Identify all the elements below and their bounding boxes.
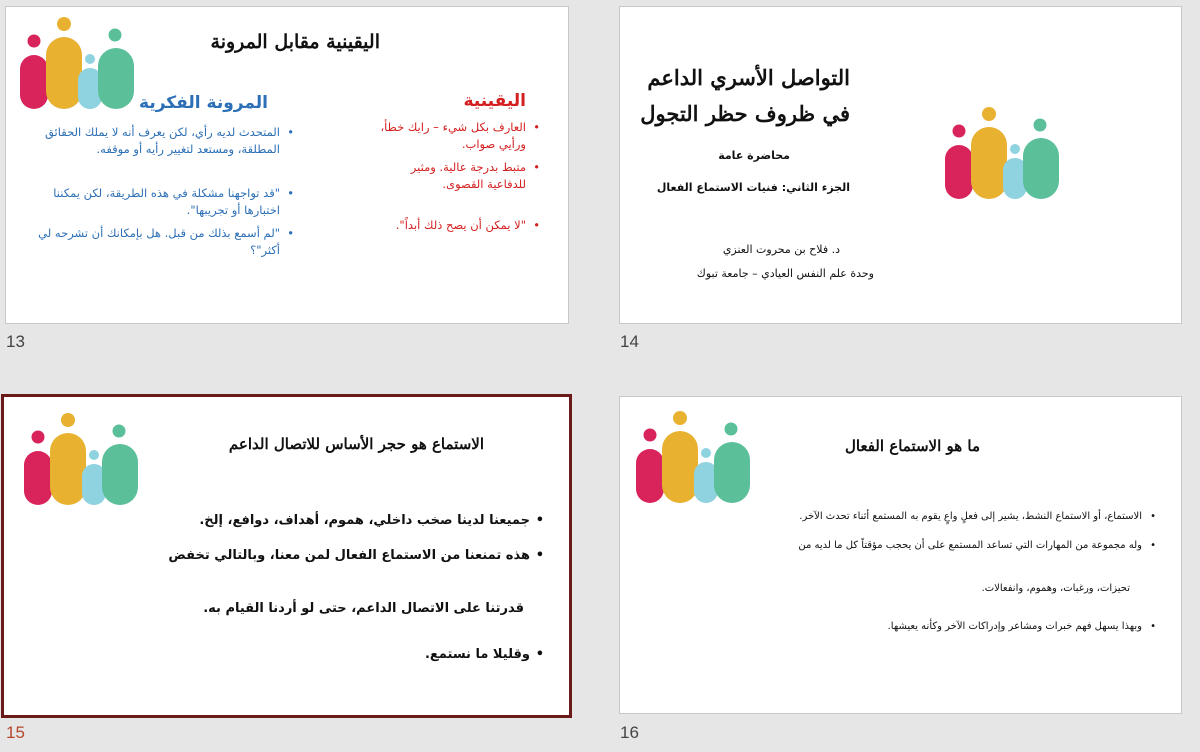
slide-14-author: د. فلاح بن محروت العنزي xyxy=(722,243,840,256)
slide-13-left-heading: المرونة الفكرية xyxy=(139,93,268,113)
slide-15-title: الاستماع هو حجر الأساس للاتصال الداعم xyxy=(228,435,484,453)
bullet-item: • الاستماع، أو الاستماع النشط، يشير إلى فعلٍ واعٍ يقوم به المستمع أثناء تحدث الآخر. xyxy=(660,511,1142,522)
slide-13-right-heading: اليقينية xyxy=(463,91,526,111)
slide-number-15: 15 xyxy=(6,723,25,742)
slide-thumbnail-13[interactable] xyxy=(5,6,569,324)
slide-14-subtitle: محاضرة عامة xyxy=(718,149,790,162)
slide-13-right-bullets xyxy=(376,119,542,234)
bullet-item: • العارف بكل شيء – رايك خطأ، ورأيي صواب. xyxy=(376,119,526,153)
bullet-item: • جميعنا لدينا صخب داخلي، هموم، أهداف، دوافع، إلخ. xyxy=(74,513,530,528)
bullet-item: • وقليلا ما نستمع. xyxy=(244,647,530,662)
family-logo-icon xyxy=(22,411,146,507)
bullet-item: • المتحدث لديه رأي، لكن يعرف أنه لا يملك الحقائق المطلقة، ومستعد لتغيير رأيه أو موقفه. xyxy=(36,124,280,158)
slide-14-affiliation: وحدة علم النفس العيادي – جامعة تبوك xyxy=(696,267,874,280)
slide-number-13: 13 xyxy=(6,332,25,351)
slide-number-14: 14 xyxy=(620,332,639,351)
bullet-item: • هذه تمنعنا من الاستماع الفعال لمن معنا، وبالتالي تخفض xyxy=(74,548,530,563)
slide-thumbnail-15[interactable] xyxy=(1,394,572,718)
slide-15-bullets-last xyxy=(244,647,546,662)
family-logo-icon xyxy=(943,105,1067,201)
slide-14-part: الجزء الثاني: فنيات الاستماع الفعال xyxy=(656,181,850,194)
slide-13-title: اليقينية مقابل المرونة xyxy=(210,31,380,53)
slide-thumbnail-14[interactable] xyxy=(619,6,1182,324)
family-logo-icon xyxy=(634,409,758,505)
slide-15-bullet-continuation: قدرتنا على الاتصال الداعم، حتى لو أردنا القيام به. xyxy=(203,601,524,616)
slide-13-left-bullets xyxy=(36,124,296,259)
slide-14-title-line1: التواصل الأسري الداعم xyxy=(647,65,850,90)
slide-15-bullets xyxy=(74,513,546,563)
slide-16-title: ما هو الاستماع الفعال xyxy=(845,437,980,455)
slide-16-bullet-continuation: تحيزات، ورغبات، وهموم، وانفعالات. xyxy=(981,583,1130,594)
slide-14-title-line2: في ظروف حظر التجول xyxy=(640,101,850,126)
slide-number-16: 16 xyxy=(620,723,639,742)
slide-16-bullets-last xyxy=(760,621,1158,632)
bullet-item: • "لم أسمع بذلك من قبل. هل بإمكانك أن تشرحه لي أكثر"؟ xyxy=(36,225,280,259)
bullet-item: • "لا يمكن أن يصح ذلك أبداً". xyxy=(376,217,526,234)
slide-thumbnail-16[interactable] xyxy=(619,396,1182,714)
slide-16-bullets xyxy=(660,511,1158,551)
bullet-item: • وله مجموعة من المهارات التي تساعد المستمع على أن يحجب مؤقتاً كل ما لديه من xyxy=(660,540,1142,551)
bullet-item: • "قد تواجهنا مشكلة في هذه الطريقة، لكن يمكننا اختبارها أو تجريبها". xyxy=(36,185,280,219)
bullet-item: • متبط بدرجة عالية. ومثير للدفاعية القصوى. xyxy=(376,159,526,193)
bullet-item: • وبهذا يسهل فهم خبرات ومشاعر وإدراكات الآخر وكأنه يعيشها. xyxy=(760,621,1142,632)
